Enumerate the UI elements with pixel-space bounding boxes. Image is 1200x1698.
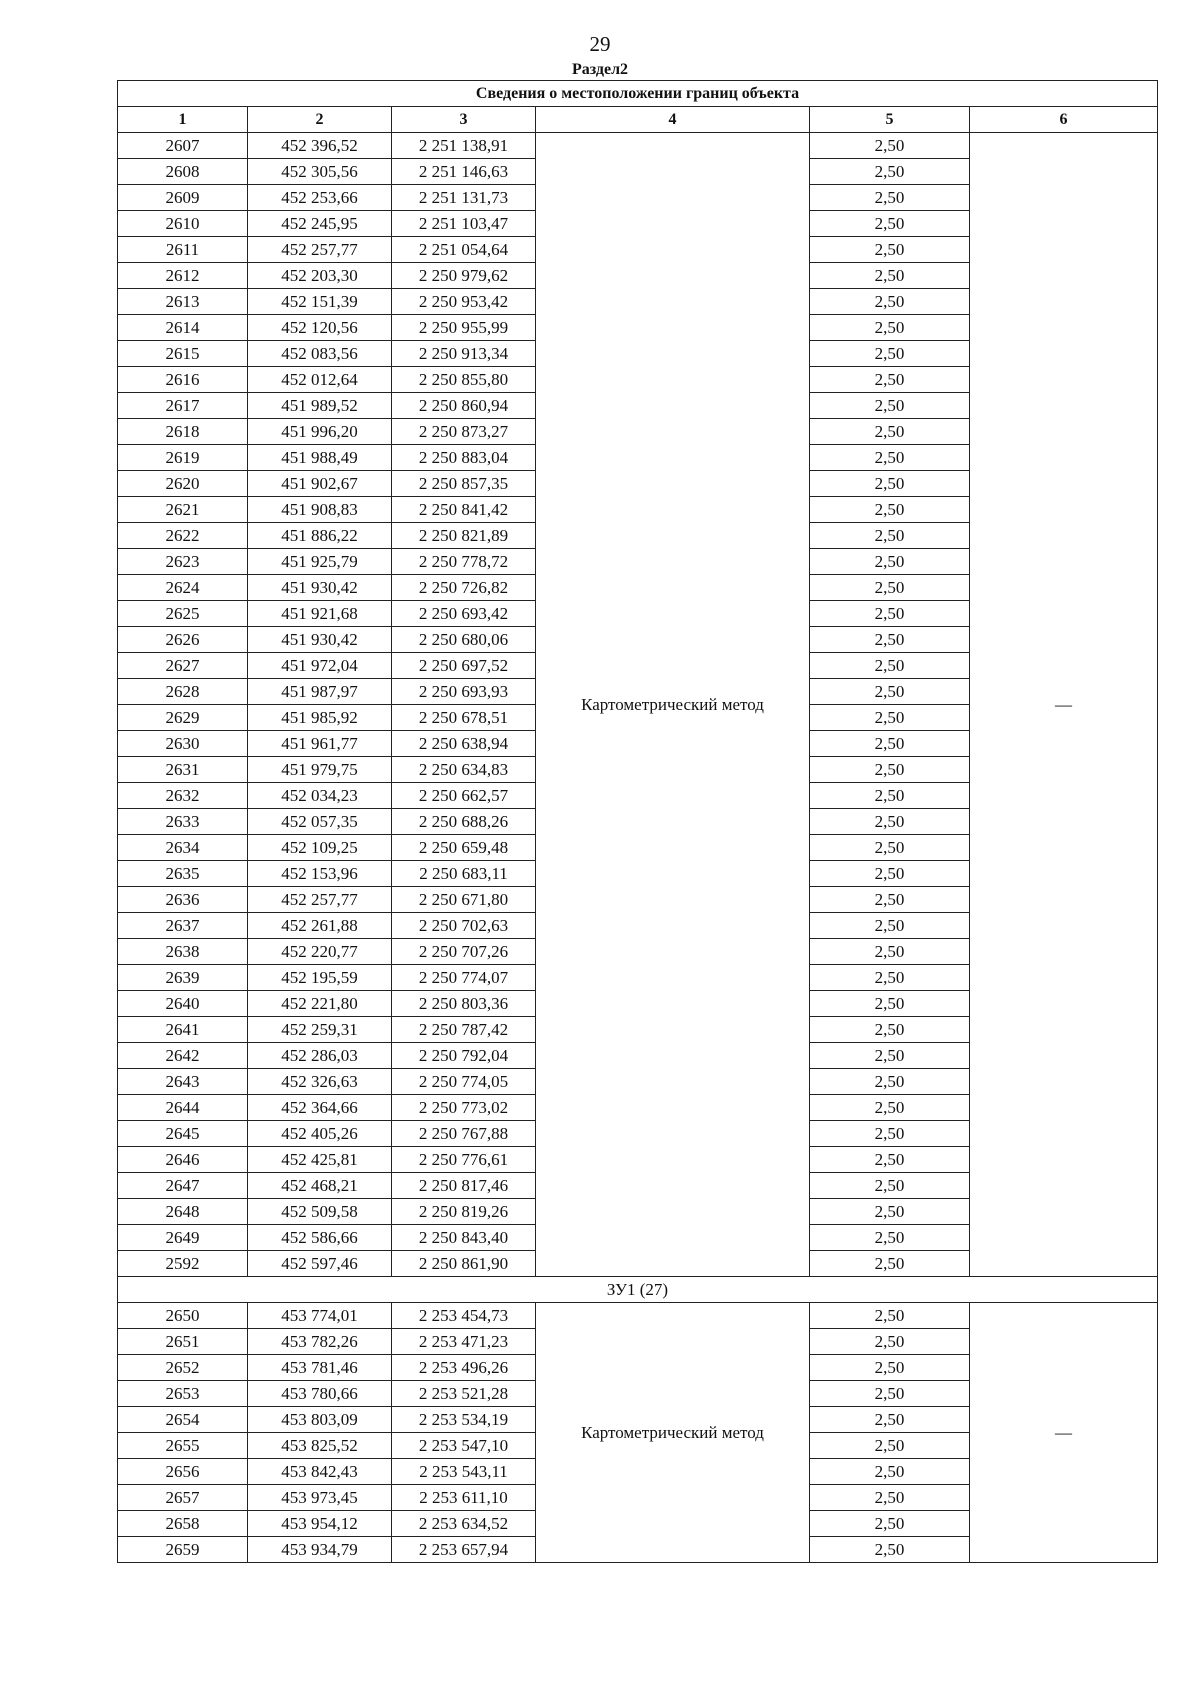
accuracy-cell: 2,50 (810, 393, 970, 419)
x-coordinate-cell: 451 979,75 (248, 757, 392, 783)
x-coordinate-cell: 453 781,46 (248, 1355, 392, 1381)
accuracy-cell: 2,50 (810, 965, 970, 991)
point-number-cell: 2613 (118, 289, 248, 315)
y-coordinate-cell: 2 253 547,10 (392, 1433, 536, 1459)
accuracy-cell: 2,50 (810, 315, 970, 341)
y-coordinate-cell: 2 250 817,46 (392, 1173, 536, 1199)
y-coordinate-cell: 2 250 773,02 (392, 1095, 536, 1121)
x-coordinate-cell: 452 425,81 (248, 1147, 392, 1173)
x-coordinate-cell: 452 221,80 (248, 991, 392, 1017)
x-coordinate-cell: 451 921,68 (248, 601, 392, 627)
point-number-cell: 2632 (118, 783, 248, 809)
y-coordinate-cell: 2 250 861,90 (392, 1251, 536, 1277)
y-coordinate-cell: 2 250 857,35 (392, 471, 536, 497)
point-number-cell: 2619 (118, 445, 248, 471)
accuracy-cell: 2,50 (810, 627, 970, 653)
accuracy-cell: 2,50 (810, 1511, 970, 1537)
point-number-cell: 2641 (118, 1017, 248, 1043)
x-coordinate-cell: 452 405,26 (248, 1121, 392, 1147)
x-coordinate-cell: 452 305,56 (248, 159, 392, 185)
point-number-cell: 2628 (118, 679, 248, 705)
x-coordinate-cell: 452 153,96 (248, 861, 392, 887)
x-coordinate-cell: 452 253,66 (248, 185, 392, 211)
y-coordinate-cell: 2 250 803,36 (392, 991, 536, 1017)
accuracy-cell: 2,50 (810, 887, 970, 913)
x-coordinate-cell: 451 996,20 (248, 419, 392, 445)
column-6-cell: — (970, 133, 1158, 1277)
x-coordinate-cell: 452 109,25 (248, 835, 392, 861)
accuracy-cell: 2,50 (810, 679, 970, 705)
point-number-cell: 2620 (118, 471, 248, 497)
y-coordinate-cell: 2 250 776,61 (392, 1147, 536, 1173)
y-coordinate-cell: 2 250 787,42 (392, 1017, 536, 1043)
accuracy-cell: 2,50 (810, 237, 970, 263)
accuracy-cell: 2,50 (810, 445, 970, 471)
x-coordinate-cell: 452 597,46 (248, 1251, 392, 1277)
point-number-cell: 2614 (118, 315, 248, 341)
x-coordinate-cell: 451 925,79 (248, 549, 392, 575)
column-number-5: 5 (810, 107, 970, 133)
x-coordinate-cell: 452 364,66 (248, 1095, 392, 1121)
y-coordinate-cell: 2 253 543,11 (392, 1459, 536, 1485)
point-number-cell: 2652 (118, 1355, 248, 1381)
accuracy-cell: 2,50 (810, 341, 970, 367)
x-coordinate-cell: 452 012,64 (248, 367, 392, 393)
x-coordinate-cell: 452 151,39 (248, 289, 392, 315)
x-coordinate-cell: 452 586,66 (248, 1225, 392, 1251)
point-number-cell: 2658 (118, 1511, 248, 1537)
accuracy-cell: 2,50 (810, 1537, 970, 1563)
y-coordinate-cell: 2 253 521,28 (392, 1381, 536, 1407)
method-cell: Картометрический метод (536, 133, 810, 1277)
y-coordinate-cell: 2 251 146,63 (392, 159, 536, 185)
y-coordinate-cell: 2 250 634,83 (392, 757, 536, 783)
x-coordinate-cell: 451 886,22 (248, 523, 392, 549)
y-coordinate-cell: 2 250 855,80 (392, 367, 536, 393)
point-number-cell: 2608 (118, 159, 248, 185)
point-number-cell: 2630 (118, 731, 248, 757)
accuracy-cell: 2,50 (810, 159, 970, 185)
y-coordinate-cell: 2 253 471,23 (392, 1329, 536, 1355)
y-coordinate-cell: 2 250 792,04 (392, 1043, 536, 1069)
point-number-cell: 2616 (118, 367, 248, 393)
accuracy-cell: 2,50 (810, 653, 970, 679)
accuracy-cell: 2,50 (810, 757, 970, 783)
point-number-cell: 2626 (118, 627, 248, 653)
accuracy-cell: 2,50 (810, 1485, 970, 1511)
point-number-cell: 2634 (118, 835, 248, 861)
accuracy-cell: 2,50 (810, 575, 970, 601)
y-coordinate-cell: 2 250 688,26 (392, 809, 536, 835)
point-number-cell: 2621 (118, 497, 248, 523)
accuracy-cell: 2,50 (810, 705, 970, 731)
accuracy-cell: 2,50 (810, 1329, 970, 1355)
y-coordinate-cell: 2 250 821,89 (392, 523, 536, 549)
point-number-cell: 2629 (118, 705, 248, 731)
x-coordinate-cell: 451 930,42 (248, 627, 392, 653)
point-number-cell: 2624 (118, 575, 248, 601)
y-coordinate-cell: 2 250 707,26 (392, 939, 536, 965)
x-coordinate-cell: 452 195,59 (248, 965, 392, 991)
x-coordinate-cell: 453 803,09 (248, 1407, 392, 1433)
column-number-6: 6 (970, 107, 1158, 133)
y-coordinate-cell: 2 250 913,34 (392, 341, 536, 367)
column-number-1: 1 (118, 107, 248, 133)
point-number-cell: 2655 (118, 1433, 248, 1459)
x-coordinate-cell: 453 825,52 (248, 1433, 392, 1459)
point-number-cell: 2633 (118, 809, 248, 835)
y-coordinate-cell: 2 251 054,64 (392, 237, 536, 263)
accuracy-cell: 2,50 (810, 809, 970, 835)
accuracy-cell: 2,50 (810, 1147, 970, 1173)
y-coordinate-cell: 2 253 534,19 (392, 1407, 536, 1433)
accuracy-cell: 2,50 (810, 1121, 970, 1147)
accuracy-cell: 2,50 (810, 367, 970, 393)
x-coordinate-cell: 452 257,77 (248, 887, 392, 913)
x-coordinate-cell: 453 973,45 (248, 1485, 392, 1511)
y-coordinate-cell: 2 250 697,52 (392, 653, 536, 679)
accuracy-cell: 2,50 (810, 991, 970, 1017)
point-number-cell: 2610 (118, 211, 248, 237)
point-number-cell: 2631 (118, 757, 248, 783)
point-number-cell: 2627 (118, 653, 248, 679)
boundary-coordinates-table (117, 80, 1158, 1563)
y-coordinate-cell: 2 251 138,91 (392, 133, 536, 159)
y-coordinate-cell: 2 251 131,73 (392, 185, 536, 211)
point-number-cell: 2651 (118, 1329, 248, 1355)
accuracy-cell: 2,50 (810, 549, 970, 575)
accuracy-cell: 2,50 (810, 1069, 970, 1095)
point-number-cell: 2657 (118, 1485, 248, 1511)
accuracy-cell: 2,50 (810, 1095, 970, 1121)
x-coordinate-cell: 452 203,30 (248, 263, 392, 289)
point-number-cell: 2640 (118, 991, 248, 1017)
accuracy-cell: 2,50 (810, 783, 970, 809)
point-number-cell: 2646 (118, 1147, 248, 1173)
x-coordinate-cell: 452 396,52 (248, 133, 392, 159)
accuracy-cell: 2,50 (810, 1381, 970, 1407)
y-coordinate-cell: 2 250 726,82 (392, 575, 536, 601)
accuracy-cell: 2,50 (810, 913, 970, 939)
x-coordinate-cell: 451 987,97 (248, 679, 392, 705)
x-coordinate-cell: 452 261,88 (248, 913, 392, 939)
y-coordinate-cell: 2 250 955,99 (392, 315, 536, 341)
y-coordinate-cell: 2 250 683,11 (392, 861, 536, 887)
point-number-cell: 2642 (118, 1043, 248, 1069)
y-coordinate-cell: 2 250 774,07 (392, 965, 536, 991)
x-coordinate-cell: 452 245,95 (248, 211, 392, 237)
accuracy-cell: 2,50 (810, 861, 970, 887)
x-coordinate-cell: 453 782,26 (248, 1329, 392, 1355)
x-coordinate-cell: 453 954,12 (248, 1511, 392, 1537)
point-number-cell: 2656 (118, 1459, 248, 1485)
point-number-cell: 2638 (118, 939, 248, 965)
y-coordinate-cell: 2 250 778,72 (392, 549, 536, 575)
accuracy-cell: 2,50 (810, 939, 970, 965)
accuracy-cell: 2,50 (810, 1043, 970, 1069)
y-coordinate-cell: 2 250 702,63 (392, 913, 536, 939)
y-coordinate-cell: 2 250 767,88 (392, 1121, 536, 1147)
x-coordinate-cell: 451 908,83 (248, 497, 392, 523)
accuracy-cell: 2,50 (810, 263, 970, 289)
y-coordinate-cell: 2 250 693,42 (392, 601, 536, 627)
y-coordinate-cell: 2 250 819,26 (392, 1199, 536, 1225)
y-coordinate-cell: 2 250 860,94 (392, 393, 536, 419)
y-coordinate-cell: 2 253 657,94 (392, 1537, 536, 1563)
x-coordinate-cell: 451 985,92 (248, 705, 392, 731)
accuracy-cell: 2,50 (810, 185, 970, 211)
y-coordinate-cell: 2 253 454,73 (392, 1303, 536, 1329)
y-coordinate-cell: 2 250 671,80 (392, 887, 536, 913)
group-label: ЗУ1 (27) (118, 1277, 1158, 1303)
point-number-cell: 2615 (118, 341, 248, 367)
section-title: Раздел2 (571, 61, 629, 78)
point-number-cell: 2659 (118, 1537, 248, 1563)
table-caption: Сведения о местоположении границ объекта (118, 81, 1158, 107)
point-number-cell: 2649 (118, 1225, 248, 1251)
point-number-cell: 2643 (118, 1069, 248, 1095)
accuracy-cell: 2,50 (810, 1459, 970, 1485)
point-number-cell: 2592 (118, 1251, 248, 1277)
x-coordinate-cell: 452 468,21 (248, 1173, 392, 1199)
y-coordinate-cell: 2 250 953,42 (392, 289, 536, 315)
point-number-cell: 2618 (118, 419, 248, 445)
point-number-cell: 2639 (118, 965, 248, 991)
accuracy-cell: 2,50 (810, 1017, 970, 1043)
y-coordinate-cell: 2 250 662,57 (392, 783, 536, 809)
x-coordinate-cell: 453 780,66 (248, 1381, 392, 1407)
point-number-cell: 2636 (118, 887, 248, 913)
y-coordinate-cell: 2 250 841,42 (392, 497, 536, 523)
x-coordinate-cell: 452 220,77 (248, 939, 392, 965)
point-number-cell: 2648 (118, 1199, 248, 1225)
point-number-cell: 2635 (118, 861, 248, 887)
y-coordinate-cell: 2 253 611,10 (392, 1485, 536, 1511)
point-number-cell: 2607 (118, 133, 248, 159)
accuracy-cell: 2,50 (810, 835, 970, 861)
point-number-cell: 2644 (118, 1095, 248, 1121)
point-number-cell: 2611 (118, 237, 248, 263)
page-number: 29 (589, 32, 611, 56)
point-number-cell: 2612 (118, 263, 248, 289)
table-row (118, 133, 1158, 159)
accuracy-cell: 2,50 (810, 1407, 970, 1433)
x-coordinate-cell: 451 930,42 (248, 575, 392, 601)
accuracy-cell: 2,50 (810, 497, 970, 523)
point-number-cell: 2647 (118, 1173, 248, 1199)
point-number-cell: 2617 (118, 393, 248, 419)
y-coordinate-cell: 2 253 496,26 (392, 1355, 536, 1381)
y-coordinate-cell: 2 250 693,93 (392, 679, 536, 705)
accuracy-cell: 2,50 (810, 523, 970, 549)
group-label-row (118, 1277, 1158, 1303)
x-coordinate-cell: 453 842,43 (248, 1459, 392, 1485)
column-number-2: 2 (248, 107, 392, 133)
y-coordinate-cell: 2 250 678,51 (392, 705, 536, 731)
accuracy-cell: 2,50 (810, 1355, 970, 1381)
y-coordinate-cell: 2 250 638,94 (392, 731, 536, 757)
y-coordinate-cell: 2 250 774,05 (392, 1069, 536, 1095)
x-coordinate-cell: 451 961,77 (248, 731, 392, 757)
x-coordinate-cell: 451 989,52 (248, 393, 392, 419)
table-row (118, 1303, 1158, 1329)
accuracy-cell: 2,50 (810, 1303, 970, 1329)
x-coordinate-cell: 452 259,31 (248, 1017, 392, 1043)
point-number-cell: 2625 (118, 601, 248, 627)
x-coordinate-cell: 451 972,04 (248, 653, 392, 679)
y-coordinate-cell: 2 250 873,27 (392, 419, 536, 445)
accuracy-cell: 2,50 (810, 1173, 970, 1199)
x-coordinate-cell: 452 034,23 (248, 783, 392, 809)
accuracy-cell: 2,50 (810, 133, 970, 159)
accuracy-cell: 2,50 (810, 471, 970, 497)
accuracy-cell: 2,50 (810, 419, 970, 445)
y-coordinate-cell: 2 250 680,06 (392, 627, 536, 653)
accuracy-cell: 2,50 (810, 211, 970, 237)
x-coordinate-cell: 452 057,35 (248, 809, 392, 835)
accuracy-cell: 2,50 (810, 1225, 970, 1251)
accuracy-cell: 2,50 (810, 731, 970, 757)
x-coordinate-cell: 452 120,56 (248, 315, 392, 341)
y-coordinate-cell: 2 250 883,04 (392, 445, 536, 471)
accuracy-cell: 2,50 (810, 1199, 970, 1225)
column-number-4: 4 (536, 107, 810, 133)
x-coordinate-cell: 453 934,79 (248, 1537, 392, 1563)
accuracy-cell: 2,50 (810, 601, 970, 627)
x-coordinate-cell: 453 774,01 (248, 1303, 392, 1329)
x-coordinate-cell: 452 083,56 (248, 341, 392, 367)
x-coordinate-cell: 451 902,67 (248, 471, 392, 497)
method-cell: Картометрический метод (536, 1303, 810, 1563)
y-coordinate-cell: 2 250 979,62 (392, 263, 536, 289)
point-number-cell: 2653 (118, 1381, 248, 1407)
x-coordinate-cell: 452 326,63 (248, 1069, 392, 1095)
point-number-cell: 2650 (118, 1303, 248, 1329)
point-number-cell: 2645 (118, 1121, 248, 1147)
accuracy-cell: 2,50 (810, 1251, 970, 1277)
x-coordinate-cell: 452 509,58 (248, 1199, 392, 1225)
point-number-cell: 2623 (118, 549, 248, 575)
y-coordinate-cell: 2 253 634,52 (392, 1511, 536, 1537)
y-coordinate-cell: 2 251 103,47 (392, 211, 536, 237)
x-coordinate-cell: 451 988,49 (248, 445, 392, 471)
point-number-cell: 2609 (118, 185, 248, 211)
point-number-cell: 2637 (118, 913, 248, 939)
column-number-3: 3 (392, 107, 536, 133)
accuracy-cell: 2,50 (810, 1433, 970, 1459)
x-coordinate-cell: 452 286,03 (248, 1043, 392, 1069)
point-number-cell: 2654 (118, 1407, 248, 1433)
y-coordinate-cell: 2 250 843,40 (392, 1225, 536, 1251)
column-6-cell: — (970, 1303, 1158, 1563)
y-coordinate-cell: 2 250 659,48 (392, 835, 536, 861)
x-coordinate-cell: 452 257,77 (248, 237, 392, 263)
point-number-cell: 2622 (118, 523, 248, 549)
accuracy-cell: 2,50 (810, 289, 970, 315)
